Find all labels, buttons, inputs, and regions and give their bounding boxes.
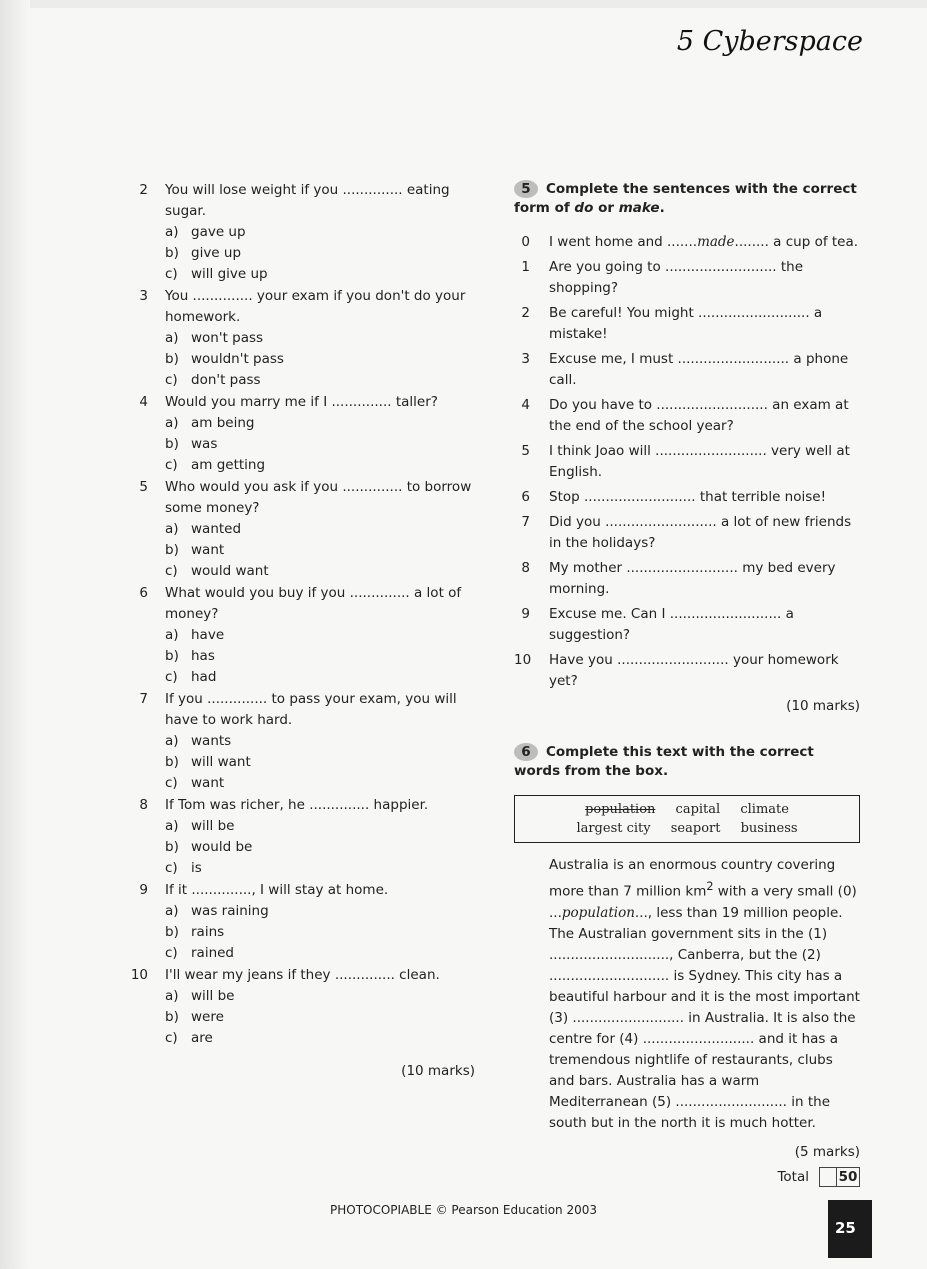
- question-item: [130, 392, 475, 476]
- total-label: Total: [777, 1168, 809, 1185]
- option-text: will give up: [191, 266, 268, 282]
- question-stem: What would you buy if you .............. a lot of money?: [165, 585, 462, 622]
- sentence-number: 10: [514, 652, 532, 668]
- option-item: [165, 349, 475, 370]
- option-letter: b): [165, 924, 179, 940]
- question-item: [130, 477, 475, 582]
- option-item: [165, 413, 475, 434]
- option-text: was raining: [191, 903, 269, 919]
- option-text: had: [191, 669, 217, 685]
- option-letter: c): [165, 669, 178, 685]
- question-number: 8: [139, 797, 148, 813]
- sentence-text: Do you have to .......................... an exam at the end of the school year?: [549, 397, 849, 434]
- option-item: [165, 264, 475, 285]
- word-box-word: capital: [675, 802, 721, 817]
- passage-superscript: 2: [706, 880, 714, 893]
- option-item: [165, 646, 475, 667]
- sentence-number: 8: [521, 560, 530, 576]
- option-text: was: [191, 436, 218, 452]
- ex5-title-text: Complete the sentences with the correct form of: [514, 181, 857, 216]
- question-number: 4: [139, 394, 148, 410]
- option-text: is: [191, 860, 202, 876]
- passage-example-answer: population: [561, 904, 635, 921]
- option-item: [165, 922, 475, 943]
- option-letter: c): [165, 457, 178, 473]
- word-box-word: population: [585, 802, 656, 817]
- question-stem: If you .............. to pass your exam, you will have to work hard.: [165, 691, 457, 728]
- option-letter: c): [165, 372, 178, 388]
- question-stem: You will lose weight if you .............. eating sugar.: [165, 182, 450, 219]
- sentence-text: Excuse me. Can I .......................... a suggestion?: [549, 606, 794, 643]
- option-text: will be: [191, 818, 235, 834]
- ex5-example-num: 0: [521, 234, 530, 250]
- option-text: want: [191, 542, 225, 558]
- page-title: 5 Cyberspace: [676, 26, 863, 57]
- option-text: give up: [191, 245, 242, 261]
- passage-part: with a very small (0) ...: [549, 883, 857, 921]
- left-marks: (10 marks): [401, 1063, 475, 1079]
- question-item: [130, 965, 475, 1049]
- word-box-word: largest city: [576, 821, 651, 836]
- option-item: [165, 731, 475, 752]
- option-letter: c): [165, 860, 178, 876]
- word-box-word: climate: [740, 802, 789, 817]
- option-list: [165, 328, 475, 391]
- option-letter: b): [165, 648, 179, 664]
- option-text: have: [191, 627, 225, 643]
- option-letter: c): [165, 945, 178, 961]
- question-number: 2: [139, 182, 148, 198]
- option-text: would be: [191, 839, 253, 855]
- exercise-6-title: [514, 743, 860, 781]
- question-number: 5: [139, 479, 148, 495]
- option-text: don't pass: [191, 372, 261, 388]
- top-shadow: [0, 0, 927, 8]
- option-item: [165, 561, 475, 582]
- sentence-text: Are you going to .......................... the shopping?: [549, 259, 804, 296]
- ex5-word-make: make: [618, 200, 660, 216]
- ex5-sentence: [514, 604, 860, 646]
- option-list: [165, 413, 475, 476]
- passage-part: ..., less than 19 million people. The Australian government sits in the (1) ............................, Canberra, but the (2) ............................ is Sydney. This city has a beautiful harbour and it is the most important (3) .......................... in Australia. It is also the centre for (4) .......................... and it has a tremendous nightlife of restaurants, clubs and bars. Australia has a warm Mediterranean (5) .......................... in the south but in the north it is much hotter.: [549, 904, 860, 1131]
- option-item: [165, 773, 475, 794]
- option-list: [165, 519, 475, 582]
- option-text: rains: [191, 924, 225, 940]
- option-text: are: [191, 1030, 213, 1046]
- option-letter: c): [165, 1030, 178, 1046]
- sentence-number: 7: [521, 514, 530, 530]
- option-text: rained: [191, 945, 235, 961]
- question-list: [130, 180, 475, 1049]
- exercise-6-badge: 6: [514, 743, 538, 761]
- ex5-sentence: [514, 303, 860, 345]
- option-text: am being: [191, 415, 255, 431]
- option-item: [165, 667, 475, 688]
- option-letter: a): [165, 903, 179, 919]
- option-text: won't pass: [191, 330, 264, 346]
- ex5-sentence: [514, 487, 860, 508]
- ex6-title-text: Complete this text with the correct words from the box.: [514, 744, 814, 779]
- ex5-sentence: [514, 512, 860, 554]
- option-text: gave up: [191, 224, 246, 240]
- option-item: [165, 222, 475, 243]
- question-item: [130, 180, 475, 285]
- ex5-sentence: [514, 257, 860, 299]
- word-box-word: business: [740, 821, 798, 836]
- sentence-text: Be careful! You might .......................... a mistake!: [549, 305, 823, 342]
- option-item: [165, 243, 475, 264]
- option-item: [165, 625, 475, 646]
- word-box-word: seaport: [670, 821, 721, 836]
- option-text: would want: [191, 563, 269, 579]
- option-letter: a): [165, 415, 179, 431]
- passage-part: Australia is an enormous country covering more than 7 million km: [549, 857, 836, 900]
- option-item: [165, 901, 475, 922]
- footer: PHOTOCOPIABLE © Pearson Education 2003: [329, 1203, 597, 1217]
- ex5-sentence: [514, 650, 860, 692]
- ex5-sentence: [514, 349, 860, 391]
- option-text: wouldn't pass: [191, 351, 284, 367]
- option-item: [165, 519, 475, 540]
- ex6-marks: (5 marks): [794, 1143, 860, 1160]
- question-item: [130, 795, 475, 879]
- total-row: [514, 1167, 860, 1187]
- sentence-number: 4: [521, 397, 530, 413]
- ex5-title-end: .: [659, 200, 665, 216]
- option-letter: a): [165, 330, 179, 346]
- sentence-text: Stop .......................... that terrible noise!: [549, 489, 827, 505]
- option-list: [165, 731, 475, 794]
- option-list: [165, 222, 475, 285]
- option-letter: b): [165, 245, 179, 261]
- sentence-text: Did you .......................... a lot of new friends in the holidays?: [549, 514, 852, 551]
- option-item: [165, 752, 475, 773]
- option-text: wanted: [191, 521, 242, 537]
- option-item: [165, 816, 475, 837]
- sentence-number: 6: [521, 489, 530, 505]
- option-item: [165, 837, 475, 858]
- ex5-title-or: or: [593, 200, 619, 216]
- page-number: 25: [835, 1219, 856, 1237]
- option-list: [165, 901, 475, 964]
- exercise-5-badge: 5: [514, 180, 538, 198]
- sentence-text: My mother .......................... my bed every morning.: [549, 560, 836, 597]
- option-item: [165, 986, 475, 1007]
- option-text: were: [191, 1009, 224, 1025]
- sentence-number: 5: [521, 443, 530, 459]
- option-text: want: [191, 775, 225, 791]
- page-shadow: [0, 0, 30, 1269]
- question-stem: You .............. your exam if you don't do your homework.: [165, 288, 466, 325]
- question-stem: Who would you ask if you .............. to borrow some money?: [165, 479, 472, 516]
- option-list: [165, 986, 475, 1049]
- option-text: will be: [191, 988, 235, 1004]
- question-number: 10: [130, 967, 148, 983]
- ex6-passage: [514, 855, 860, 1134]
- option-letter: b): [165, 839, 179, 855]
- option-text: am getting: [191, 457, 266, 473]
- question-stem: I'll wear my jeans if they .............. clean.: [165, 967, 440, 983]
- option-text: has: [191, 648, 215, 664]
- question-stem: Would you marry me if I .............. taller?: [165, 394, 438, 410]
- ex5-sentence: [514, 441, 860, 483]
- left-column: [130, 180, 475, 1082]
- ex5-sentence-list: [514, 257, 860, 692]
- option-letter: b): [165, 351, 179, 367]
- option-letter: c): [165, 775, 178, 791]
- option-letter: a): [165, 818, 179, 834]
- sentence-text: Have you .......................... your homework yet?: [549, 652, 839, 689]
- option-letter: a): [165, 733, 179, 749]
- option-letter: a): [165, 988, 179, 1004]
- option-text: will want: [191, 754, 251, 770]
- option-item: [165, 328, 475, 349]
- question-number: 9: [139, 882, 148, 898]
- ex5-sentence: [514, 395, 860, 437]
- sentence-number: 2: [521, 305, 530, 321]
- question-number: 3: [139, 288, 148, 304]
- sentence-text: Excuse me, I must .......................... a phone call.: [549, 351, 849, 388]
- total-value: 50: [837, 1167, 860, 1187]
- option-item: [165, 540, 475, 561]
- ex5-example-answer: made: [697, 234, 735, 250]
- option-item: [165, 1028, 475, 1049]
- ex5-sentence: [514, 558, 860, 600]
- ex5-example-after: ........ a cup of tea.: [734, 234, 859, 250]
- sentence-text: I think Joao will .......................... very well at English.: [549, 443, 850, 480]
- option-item: [165, 434, 475, 455]
- option-letter: b): [165, 754, 179, 770]
- option-item: [165, 1007, 475, 1028]
- right-column: [514, 180, 860, 1187]
- option-letter: b): [165, 1009, 179, 1025]
- option-list: [165, 816, 475, 879]
- option-item: [165, 943, 475, 964]
- option-letter: a): [165, 224, 179, 240]
- option-letter: c): [165, 563, 178, 579]
- ex5-example-before: I went home and .......: [549, 234, 698, 250]
- sentence-number: 9: [521, 606, 530, 622]
- word-box: [514, 795, 860, 843]
- question-stem: If Tom was richer, he .............. happier.: [165, 797, 429, 813]
- option-item: [165, 370, 475, 391]
- question-item: [130, 689, 475, 794]
- option-item: [165, 858, 475, 879]
- option-letter: c): [165, 266, 178, 282]
- option-letter: b): [165, 436, 179, 452]
- option-letter: a): [165, 627, 179, 643]
- option-letter: a): [165, 521, 179, 537]
- question-item: [130, 286, 475, 391]
- option-item: [165, 455, 475, 476]
- question-item: [130, 583, 475, 688]
- ex5-marks: (10 marks): [786, 698, 860, 714]
- sentence-number: 1: [521, 259, 530, 275]
- total-score-box: [819, 1167, 837, 1187]
- question-stem: If it .............., I will stay at home.: [165, 882, 389, 898]
- sentence-number: 3: [521, 351, 530, 367]
- exercise-5-title: [514, 180, 860, 218]
- option-text: wants: [191, 733, 232, 749]
- question-number: 6: [139, 585, 148, 601]
- option-letter: b): [165, 542, 179, 558]
- ex5-example: [514, 232, 860, 253]
- option-list: [165, 625, 475, 688]
- question-item: [130, 880, 475, 964]
- question-number: 7: [139, 691, 148, 707]
- ex5-word-do: do: [574, 200, 594, 216]
